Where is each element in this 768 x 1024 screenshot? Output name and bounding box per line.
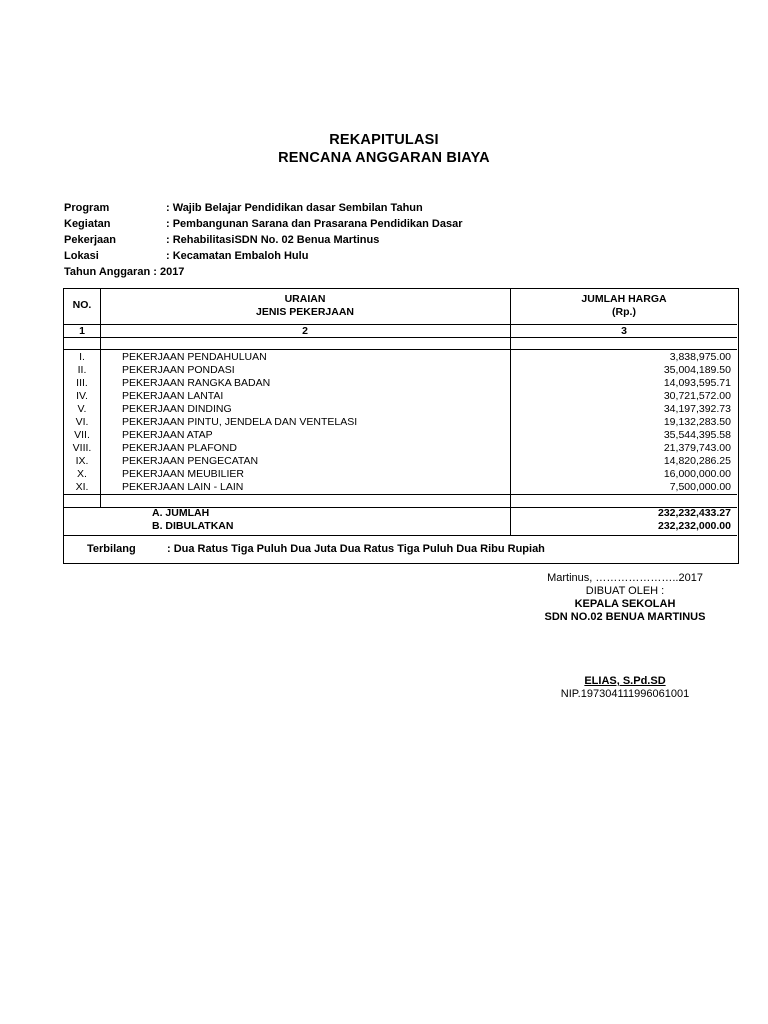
- row-amount: 35,004,189.50: [663, 364, 731, 376]
- info-program: [64, 200, 724, 216]
- dibulatkan-value: 232,232,000.00: [658, 520, 731, 532]
- column-number-2: 2: [302, 325, 308, 337]
- header-jumlah-line2: (Rp.): [612, 306, 636, 318]
- row-no: II.: [77, 364, 87, 376]
- grid-line: [64, 494, 737, 495]
- info-lokasi: [64, 248, 724, 264]
- signature-dibuat-oleh: DIBUAT OLEH :: [585, 585, 665, 597]
- header-jumlah-line1: JUMLAH HARGA: [581, 293, 667, 305]
- row-no: VII.: [74, 429, 90, 441]
- row-desc: PEKERJAAN PENGECATAN: [122, 455, 259, 467]
- row-amount: 16,000,000.00: [663, 468, 731, 480]
- info-tahun: [64, 264, 724, 280]
- row-no: IV.: [76, 390, 88, 402]
- kegiatan-label: Kegiatan: [64, 218, 111, 230]
- info-kegiatan: [64, 216, 724, 232]
- row-no: I.: [79, 351, 85, 363]
- terbilang-value: : Dua Ratus Tiga Puluh Dua Juta Dua Ratus Tiga Puluh Dua Ribu Rupiah: [167, 543, 545, 555]
- row-amount: 14,093,595.71: [663, 377, 731, 389]
- row-desc: PEKERJAAN RANGKA BADAN: [122, 377, 271, 389]
- row-no: VIII.: [72, 442, 92, 454]
- row-amount: 7,500,000.00: [669, 481, 731, 493]
- pekerjaan-value: : RehabilitasiSDN No. 02 Benua Martinus: [166, 234, 380, 246]
- project-info: [64, 200, 724, 280]
- row-desc: PEKERJAAN PENDAHULUAN: [122, 351, 267, 363]
- header-uraian-line2: JENIS PEKERJAAN: [255, 306, 355, 318]
- program-value: : Wajib Belajar Pendidikan dasar Sembilan Tahun: [166, 202, 423, 214]
- row-amount: 3,838,975.00: [669, 351, 731, 363]
- row-amount: 30,721,572.00: [663, 390, 731, 402]
- row-desc: PEKERJAAN DINDING: [122, 403, 232, 415]
- row-amount: 19,132,283.50: [663, 416, 731, 428]
- jumlah-label: A. JUMLAH: [152, 507, 210, 519]
- signature-place-date: Martinus, …………………..2017: [547, 572, 703, 584]
- row-desc: PEKERJAAN PINTU, JENDELA DAN VENTELASI: [122, 416, 358, 428]
- row-desc: PEKERJAAN PONDASI: [122, 364, 235, 376]
- row-desc: PEKERJAAN MEUBILIER: [122, 468, 244, 480]
- terbilang-label: Terbilang: [87, 543, 136, 555]
- info-pekerjaan: [64, 232, 724, 248]
- document-subtitle: RENCANA ANGGARAN BIAYA: [278, 150, 490, 166]
- row-amount: 35,544,395.58: [663, 429, 731, 441]
- signature-name: ELIAS, S.Pd.SD: [584, 675, 666, 687]
- lokasi-value: : Kecamatan Embaloh Hulu: [166, 250, 309, 262]
- lokasi-label: Lokasi: [64, 250, 99, 262]
- row-no: V.: [77, 403, 87, 415]
- pekerjaan-label: Pekerjaan: [64, 234, 116, 246]
- grid-line: [64, 349, 737, 350]
- row-amount: 21,379,743.00: [663, 442, 731, 454]
- row-amount: 14,820,286.25: [663, 455, 731, 467]
- row-desc: PEKERJAAN ATAP: [122, 429, 213, 441]
- row-no: XI.: [75, 481, 89, 493]
- row-no: IX.: [75, 455, 89, 467]
- signature-position: KEPALA SEKOLAH: [574, 598, 676, 610]
- program-label: Program: [64, 202, 110, 214]
- column-number-1: 1: [79, 325, 85, 337]
- dibulatkan-label: B. DIBULATKAN: [152, 520, 234, 532]
- header-jumlah: [510, 293, 738, 319]
- jumlah-value: 232,232,433.27: [658, 507, 731, 519]
- grid-line: [100, 289, 101, 507]
- header-no: NO.: [72, 299, 92, 311]
- row-desc: PEKERJAAN LANTAI: [122, 390, 224, 402]
- header-uraian-line1: URAIAN: [284, 293, 326, 305]
- signature-school: SDN NO.02 BENUA MARTINUS: [544, 611, 706, 623]
- row-amount: 34,197,392.73: [663, 403, 731, 415]
- row-desc: PEKERJAAN PLAFOND: [122, 442, 237, 454]
- kegiatan-value: : Pembangunan Sarana dan Prasarana Pendidikan Dasar: [166, 218, 463, 230]
- tahun-value: : 2017: [153, 266, 185, 278]
- signature-nip: NIP.197304111996061001: [560, 688, 690, 700]
- row-no: X.: [77, 468, 87, 480]
- grid-line: [64, 535, 737, 536]
- row-no: III.: [76, 377, 88, 389]
- document-title: REKAPITULASI: [329, 132, 439, 148]
- header-uraian: [100, 293, 510, 319]
- budget-table: [63, 288, 739, 564]
- tahun-label: Tahun Anggaran: [64, 266, 151, 278]
- row-desc: PEKERJAAN LAIN - LAIN: [122, 481, 244, 493]
- row-no: VI.: [75, 416, 89, 428]
- column-number-3: 3: [621, 325, 627, 337]
